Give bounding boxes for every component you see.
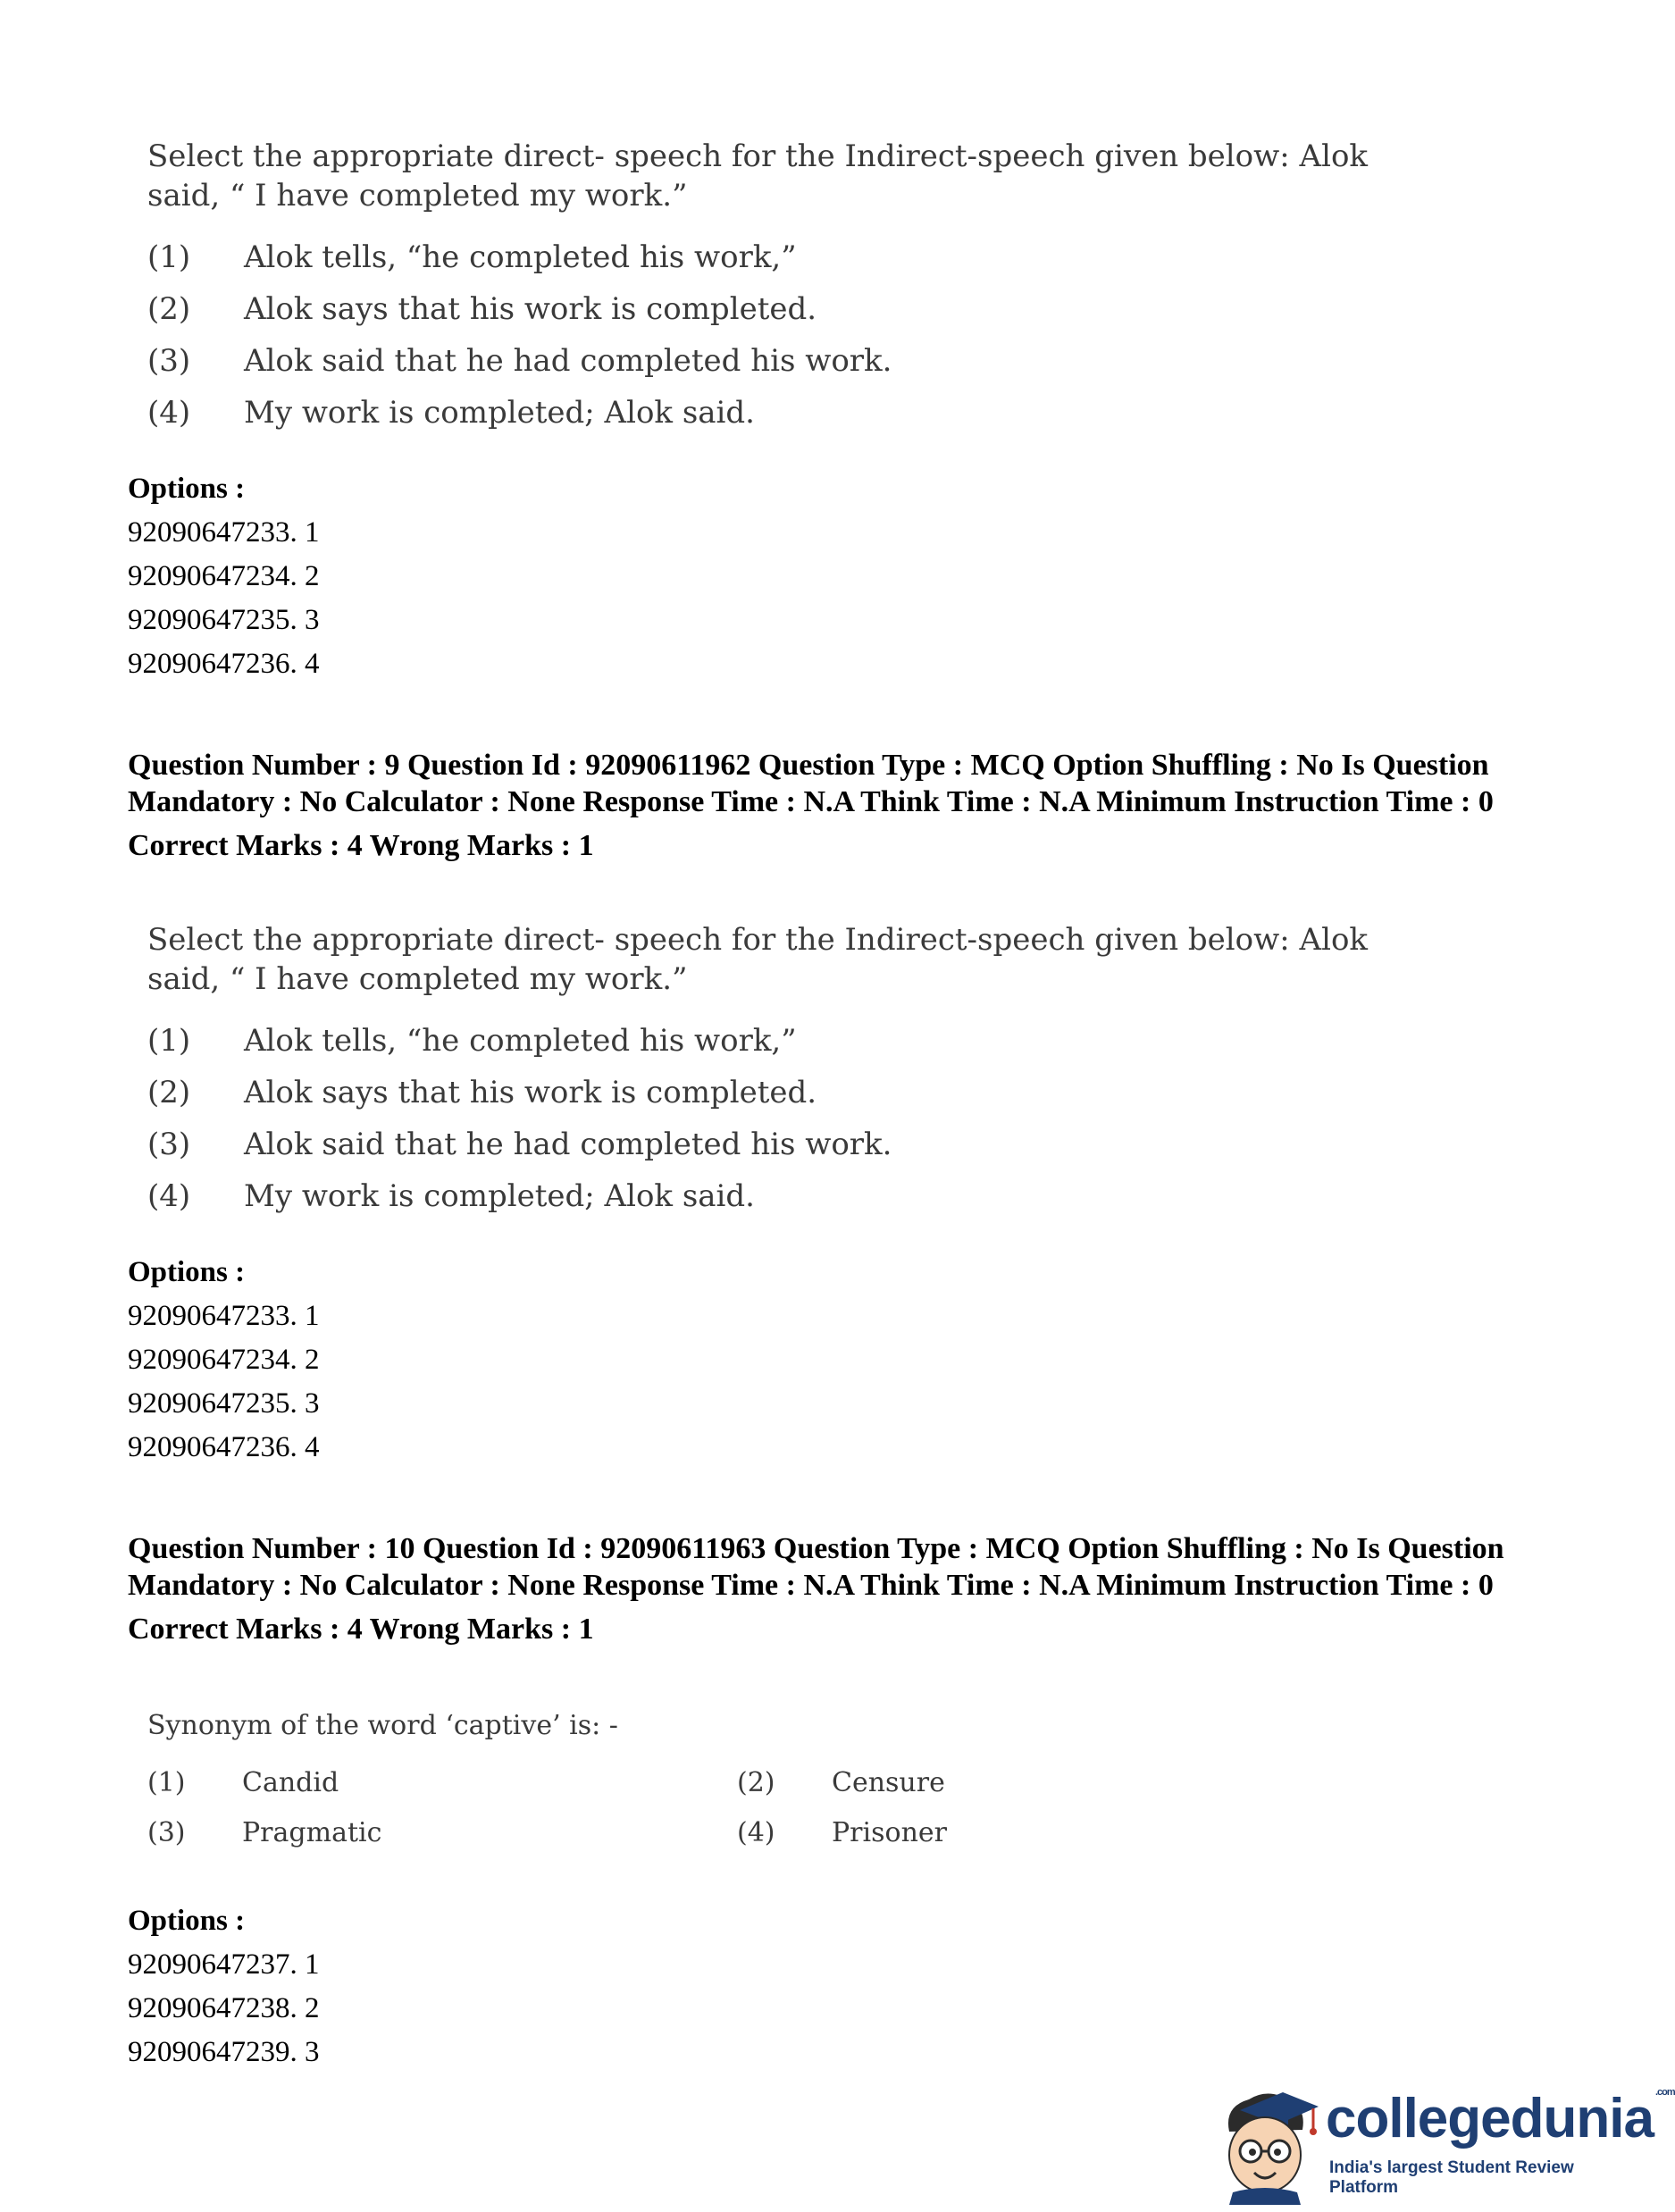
logo-wordmark: collegedunia $^{.com}$: [1326, 2087, 1675, 2149]
option-line: 92090647239. 3: [128, 2036, 320, 2068]
question-9-header: [128, 747, 1521, 864]
option-line: 92090647236. 4: [128, 648, 320, 680]
mascot-icon: [1213, 2080, 1324, 2205]
collegedunia-logo: [1213, 2080, 1675, 2205]
options-label: Options :: [128, 1256, 246, 1288]
question-text: Select the appropriate direct- speech for the Indirect-speech given below: Alok said, “ I have completed my work.”: [147, 922, 1369, 997]
option-line: 92090647236. 4: [128, 1431, 320, 1463]
choice-item: (1) Alok tells, “he completed his work,”: [147, 239, 797, 275]
question-text: Synonym of the word ‘captive’ is: -: [147, 1710, 618, 1741]
choice-item: (2) Alok says that his work is completed.: [147, 1075, 817, 1110]
question-meta: Question Number : 10 Question Id : 92090611963 Question Type : MCQ Option Shuffling : No Is Question Mandatory : No Calculator : None Response Time : N.A Think Time : N.A Minimum Instruction Time : 0: [128, 1532, 1504, 1602]
question-marks: Correct Marks : 4 Wrong Marks : 1: [128, 1613, 594, 1646]
options-list-1: [128, 466, 1521, 686]
question-text: Select the appropriate direct- speech for the Indirect-speech given below: Alok said, “ I have completed my work.”: [147, 138, 1369, 214]
choice-item: (4) My work is completed; Alok said.: [147, 1178, 755, 1214]
option-line: 92090647235. 3: [128, 604, 320, 636]
question-marks: Correct Marks : 4 Wrong Marks : 1: [128, 829, 594, 862]
option-line: 92090647234. 2: [128, 560, 320, 592]
option-line: 92090647238. 2: [128, 1992, 320, 2024]
option-line: 92090647234. 2: [128, 1344, 320, 1376]
choice-item: (4) Prisoner: [737, 1817, 947, 1848]
options-list-9: [128, 1250, 1521, 1470]
choice-item: (1) Alok tells, “he completed his work,”: [147, 1023, 797, 1059]
question-image-block-1: [147, 137, 1443, 439]
choice-item: (4) My work is completed; Alok said.: [147, 395, 755, 431]
options-label: Options :: [128, 1905, 246, 1937]
option-line: 92090647235. 3: [128, 1387, 320, 1420]
option-line: 92090647233. 1: [128, 516, 320, 549]
option-line: 92090647237. 1: [128, 1948, 320, 1981]
options-label: Options :: [128, 473, 246, 505]
option-line: 92090647233. 1: [128, 1300, 320, 1332]
choice-item: (3) Pragmatic: [147, 1817, 382, 1848]
choice-item: (2) Alok says that his work is completed.: [147, 291, 817, 327]
choice-grid: [147, 1758, 1443, 1858]
question-10-header: [128, 1530, 1521, 1647]
question-image-block-9: [147, 920, 1443, 1222]
options-list-10: [128, 1898, 1521, 2074]
choice-item: (2) Censure: [737, 1767, 945, 1798]
logo-tagline: India's largest Student Review Platform: [1329, 2158, 1574, 2197]
choice-item: (1) Candid: [147, 1767, 339, 1798]
choice-item: (3) Alok said that he had completed his work.: [147, 343, 892, 379]
choice-item: (3) Alok said that he had completed his work.: [147, 1127, 892, 1162]
question-meta: Question Number : 9 Question Id : 92090611962 Question Type : MCQ Option Shuffling : No Is Question Mandatory : No Calculator : None Response Time : N.A Think Time : N.A Minimum Instruction Time : 0: [128, 749, 1494, 818]
question-image-block-10: [147, 1706, 1443, 1858]
